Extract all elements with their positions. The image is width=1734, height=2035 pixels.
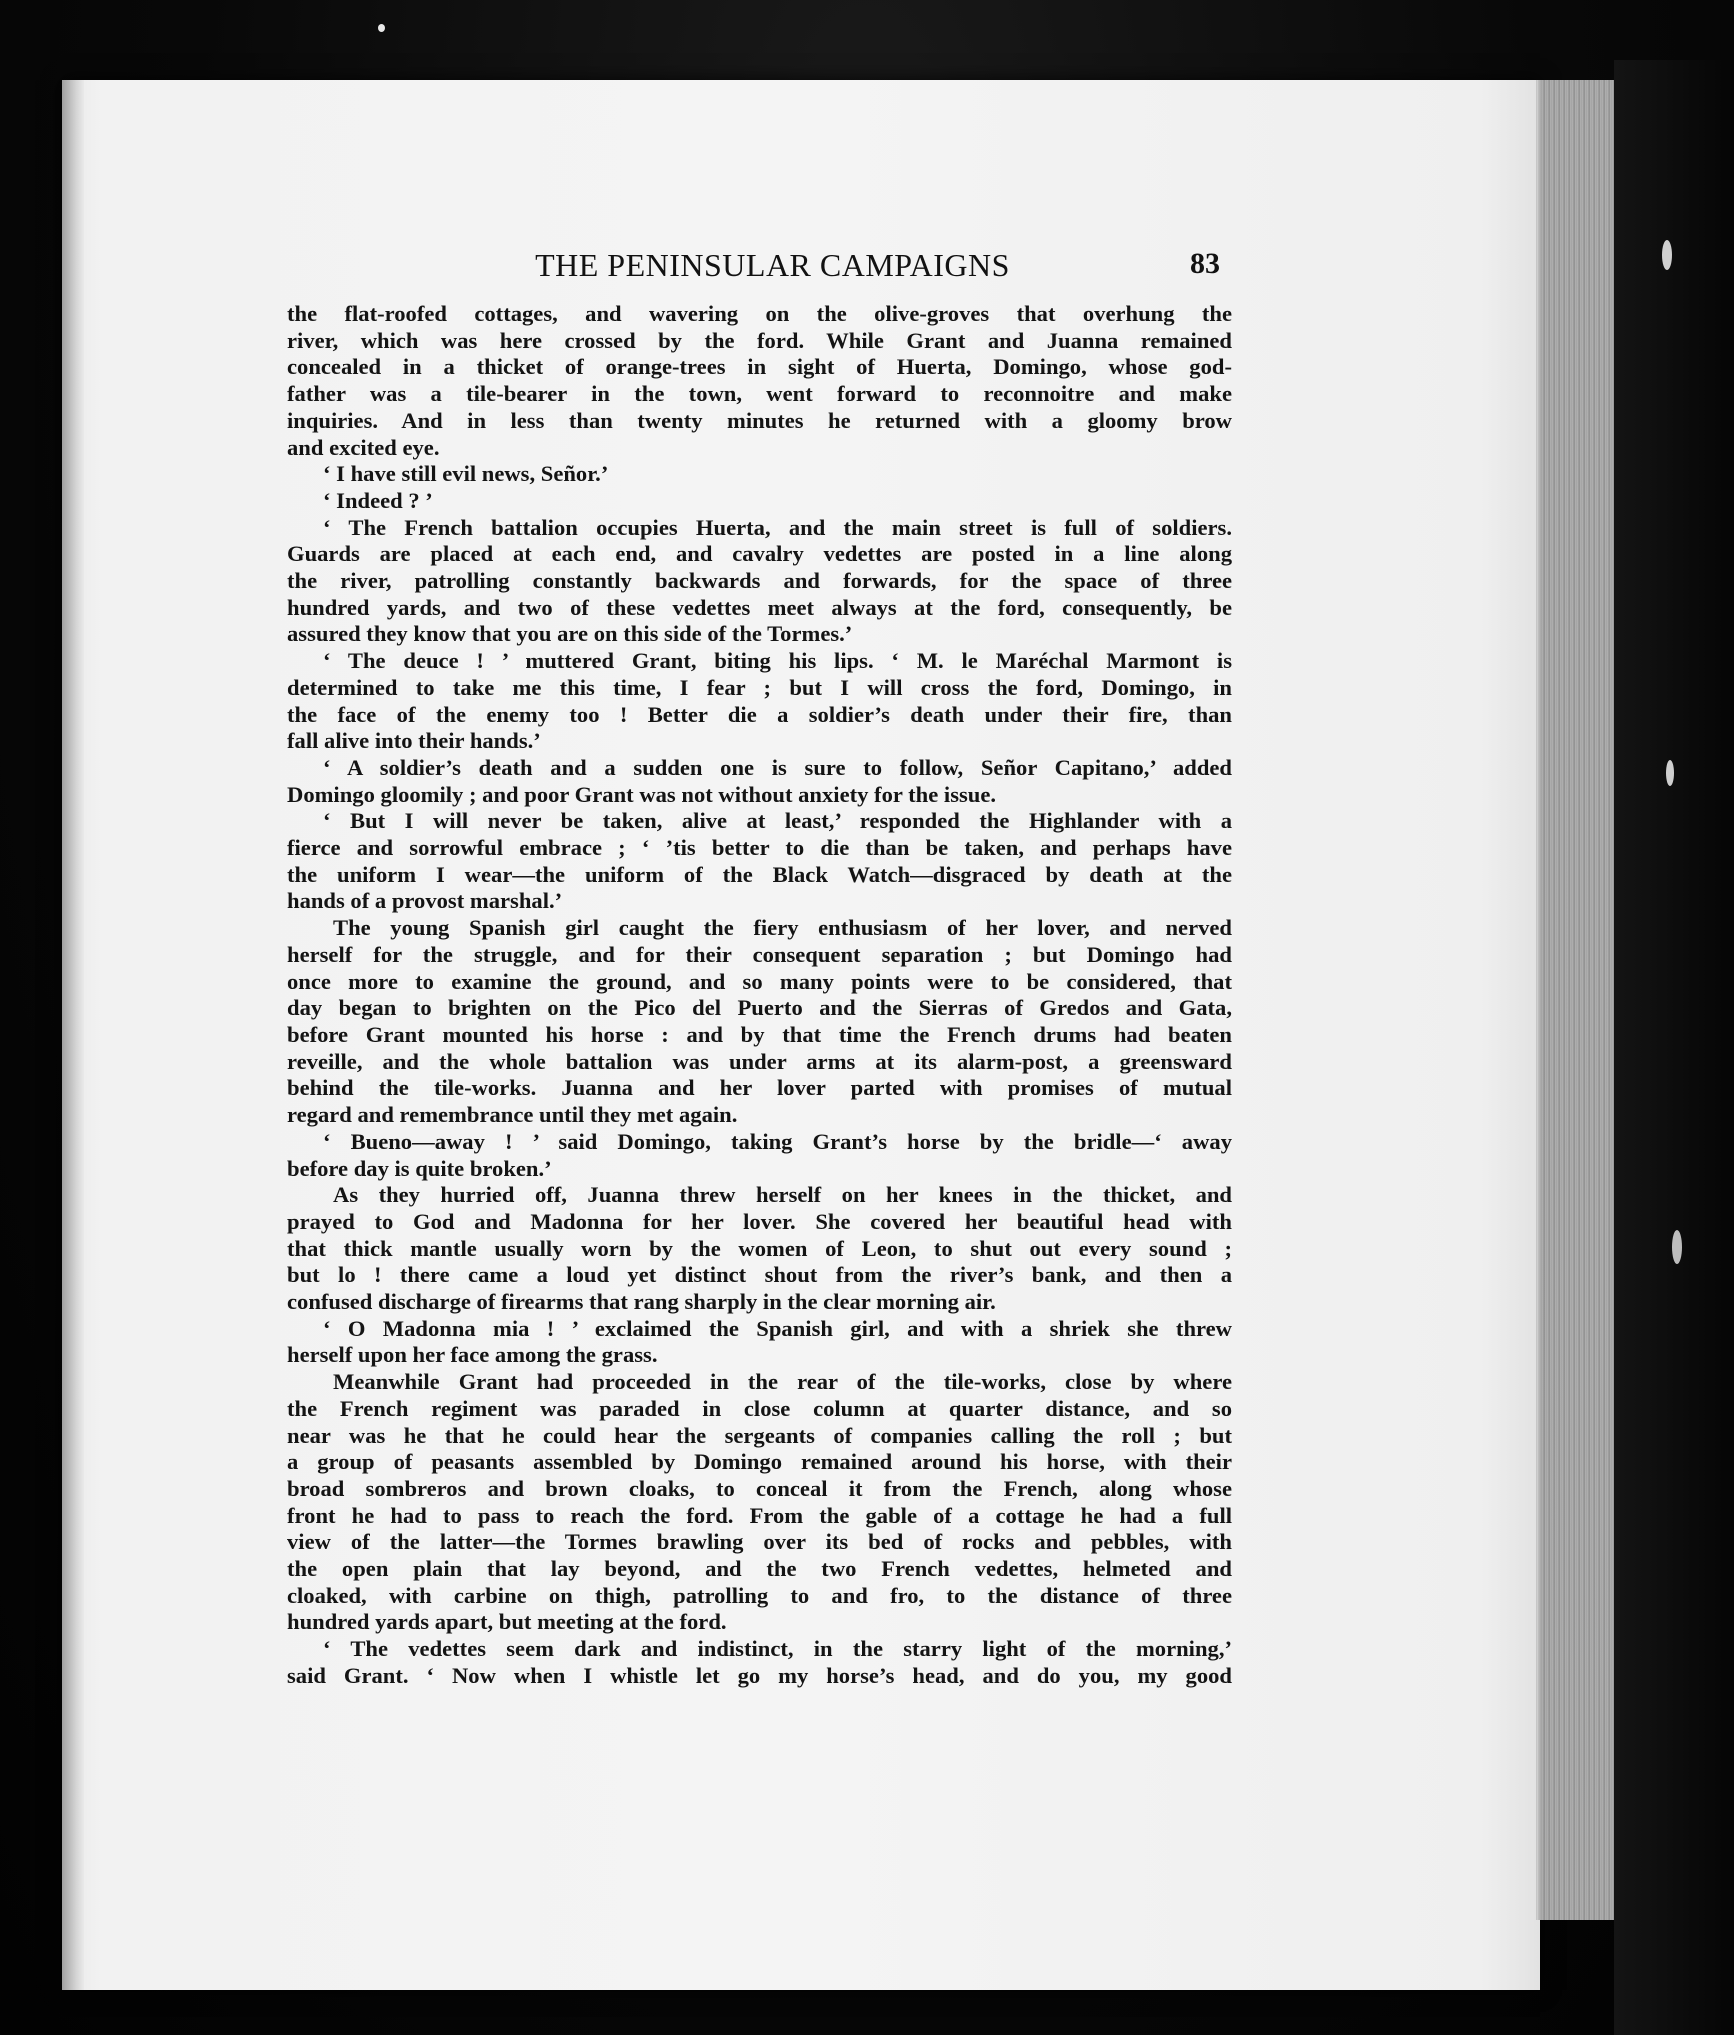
page-fore-edge — [1536, 80, 1614, 1920]
text-line: ‘ But I will never be taken, alive at least,’ responded the Highlander with a — [323, 808, 1232, 834]
scan-speck — [1662, 240, 1672, 270]
page-number: 83 — [1190, 247, 1220, 280]
text-line: the open plain that lay beyond, and the two French vedettes, helmeted and — [287, 1556, 1232, 1582]
text-line: inquiries. And in less than twenty minutes he returned with a gloomy brow — [287, 407, 1232, 433]
text-line: the uniform I wear—the uniform of the Black Watch—disgraced by death at the — [287, 861, 1232, 887]
page-header — [285, 247, 1220, 287]
text-line: herself upon her face among the grass. — [287, 1342, 658, 1368]
text-line: a group of peasants assembled by Domingo remained around his horse, with their — [287, 1449, 1232, 1475]
text-line: ‘ A soldier’s death and a sudden one is sure to follow, Señor Capitano,’ added — [323, 754, 1232, 780]
text-line: Guards are placed at each end, and cavalry vedettes are posted in a line along — [287, 541, 1232, 567]
text-line: Meanwhile Grant had proceeded in the rear of the tile-works, close by where — [333, 1369, 1232, 1395]
text-line: before Grant mounted his horse : and by that time the French drums had beaten — [287, 1021, 1232, 1047]
text-line: ‘ I have still evil news, Señor.’ — [323, 461, 609, 487]
text-line: hundred yards apart, but meeting at the ford. — [287, 1609, 727, 1635]
text-line: reveille, and the whole battalion was under arms at its alarm-post, a greensward — [287, 1048, 1232, 1074]
text-line: ‘ O Madonna mia ! ’ exclaimed the Spanish girl, and with a shriek she threw — [323, 1315, 1232, 1341]
text-line: ‘ Indeed ? ’ — [323, 487, 433, 513]
text-line: the French regiment was paraded in close column at quarter distance, and so — [287, 1395, 1232, 1421]
text-line: fierce and sorrowful embrace ; ‘ ’tis better to die than be taken, and perhaps have — [287, 835, 1232, 861]
text-line: As they hurried off, Juanna threw herself on her knees in the thicket, and — [333, 1182, 1232, 1208]
text-line: broad sombreros and brown cloaks, to conceal it from the French, along whose — [287, 1475, 1232, 1501]
text-line: ‘ Bueno—away ! ’ said Domingo, taking Grant’s horse by the bridle—‘ away — [323, 1128, 1232, 1154]
scan-speck — [378, 24, 385, 32]
text-line: near was he that he could hear the sergeants of companies calling the roll ; but — [287, 1422, 1232, 1448]
text-line: ‘ The vedettes seem dark and indistinct, in the starry light of the morning,’ — [323, 1636, 1232, 1662]
text-line: the flat-roofed cottages, and wavering on the olive-groves that overhung the — [287, 301, 1232, 326]
text-line: assured they know that you are on this side of the Tormes.’ — [287, 621, 853, 647]
text-line: before day is quite broken.’ — [287, 1155, 552, 1181]
scan-speck — [1672, 1230, 1682, 1264]
text-line: said Grant. ‘ Now when I whistle let go my horse’s head, and do you, my good — [287, 1662, 1232, 1688]
text-line: river, which was here crossed by the ford. While Grant and Juanna remained — [287, 327, 1232, 353]
text-line: Domingo gloomily ; and poor Grant was not without anxiety for the issue. — [287, 781, 997, 807]
text-line: fall alive into their hands.’ — [287, 728, 541, 754]
scan-speck — [1666, 760, 1674, 786]
text-line: view of the latter—the Tormes brawling over its bed of rocks and pebbles, with — [287, 1529, 1232, 1555]
text-line: but lo ! there came a loud yet distinct shout from the river’s bank, and then a — [287, 1262, 1232, 1288]
text-line: and excited eye. — [287, 434, 440, 460]
text-line: front he had to pass to reach the ford. From the gable of a cottage he had a full — [287, 1502, 1232, 1528]
text-line: father was a tile-bearer in the town, went forward to reconnoitre and make — [287, 381, 1232, 407]
running-title: THE PENINSULAR CAMPAIGNS — [535, 247, 1010, 283]
text-line: cloaked, with carbine on thigh, patrolling to and fro, to the distance of three — [287, 1582, 1232, 1608]
text-line: hundred yards, and two of these vedettes meet always at the ford, consequently, be — [287, 594, 1232, 620]
body-text — [287, 301, 1232, 1690]
book-edge-shadow — [1614, 60, 1734, 2035]
text-line: regard and remembrance until they met again. — [287, 1102, 738, 1128]
text-line: herself for the struggle, and for their consequent separation ; but Domingo had — [287, 941, 1232, 967]
text-line: concealed in a thicket of orange-trees in sight of Huerta, Domingo, whose god- — [287, 354, 1232, 380]
text-line: ‘ The deuce ! ’ muttered Grant, biting his lips. ‘ M. le Maréchal Marmont is — [323, 648, 1232, 674]
text-line: confused discharge of firearms that rang sharply in the clear morning air. — [287, 1289, 996, 1315]
text-line: day began to brighten on the Pico del Puerto and the Sierras of Gredos and Gata, — [287, 995, 1232, 1021]
text-line: ‘ The French battalion occupies Huerta, and the main street is full of soldiers. — [323, 514, 1232, 540]
text-line: behind the tile-works. Juanna and her lover parted with promises of mutual — [287, 1075, 1232, 1101]
text-line: once more to examine the ground, and so many points were to be considered, that — [287, 968, 1232, 994]
text-line: The young Spanish girl caught the fiery enthusiasm of her lover, and nerved — [333, 915, 1232, 941]
text-line: that thick mantle usually worn by the women of Leon, to shut out every sound ; — [287, 1235, 1232, 1261]
text-line: the face of the enemy too ! Better die a soldier’s death under their fire, than — [287, 701, 1232, 727]
text-line: the river, patrolling constantly backwards and forwards, for the space of three — [287, 568, 1232, 594]
text-line: determined to take me this time, I fear ; but I will cross the ford, Domingo, in — [287, 674, 1232, 700]
text-line: prayed to God and Madonna for her lover. She covered her beautiful head with — [287, 1208, 1232, 1234]
text-line: hands of a provost marshal.’ — [287, 888, 563, 914]
page-gutter — [62, 80, 84, 1990]
